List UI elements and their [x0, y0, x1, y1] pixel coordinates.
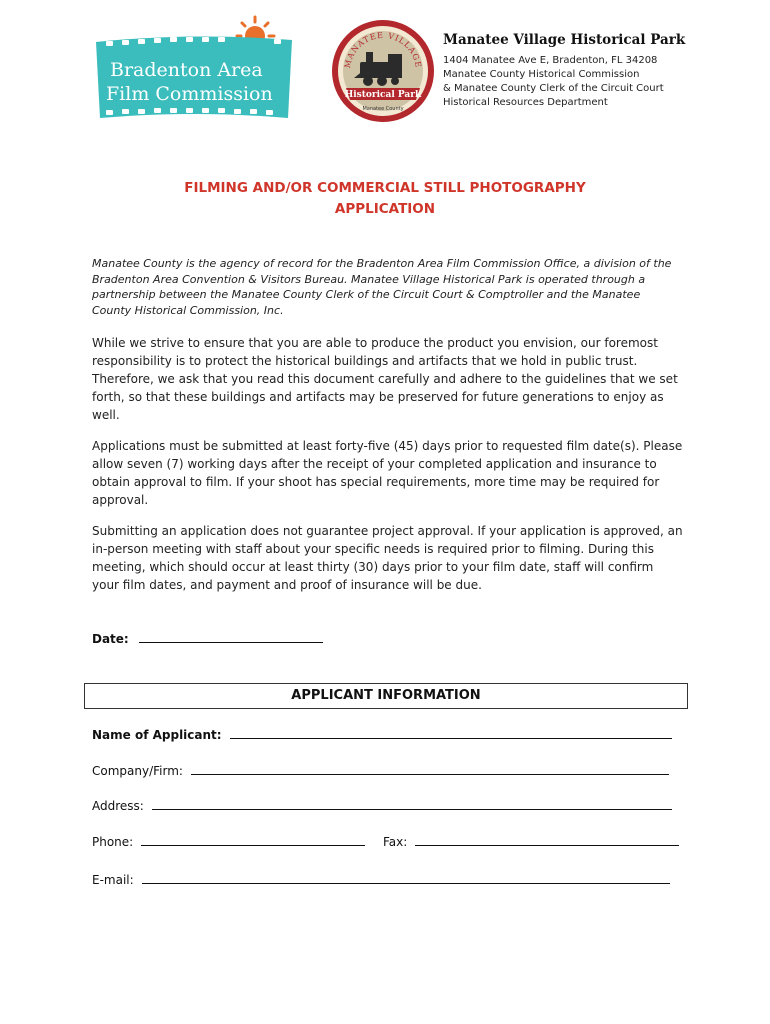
address-field: [92, 797, 672, 813]
svg-text:Historical Park: Historical Park: [344, 90, 422, 100]
applicant-name-label: Name of Applicant:: [92, 728, 222, 742]
address-blank-line[interactable]: [152, 797, 672, 810]
applicant-information-heading: APPLICANT INFORMATION: [84, 683, 688, 709]
document-title: [85, 178, 685, 220]
email-label: E-mail:: [92, 873, 134, 887]
organization-name: Manatee Village Historical Park: [443, 32, 686, 48]
fax-label: Fax:: [383, 835, 408, 849]
date-blank-line[interactable]: [139, 630, 323, 643]
body-paragraph: While we strive to ensure that you are able to produce the product you envision, our foremost responsibility is to protect the historical buildings and artifacts that we hold in public trust. Therefore, we ask that you read this document carefully and adhere to the guidelines that we set forth, so that these buildings and artifacts may be preserved for future generations to enjoy as well.: [92, 336, 678, 422]
email-blank-line[interactable]: [142, 871, 670, 884]
phone-label: Phone:: [92, 835, 134, 849]
svg-text:MANATEE VILLAGE: MANATEE VILLAGE: [342, 30, 423, 69]
title-line-1: FILMING AND/OR COMMERCIAL STILL PHOTOGRAPHY: [184, 180, 586, 196]
title-line-2: APPLICATION: [334, 201, 436, 217]
fax-blank-line[interactable]: [415, 833, 679, 846]
phone-blank-line[interactable]: [141, 833, 365, 846]
date-label: Date:: [92, 632, 129, 646]
fax-field: [383, 833, 679, 849]
email-field: [92, 871, 670, 887]
intro-paragraph: Manatee County is the agency of record for the Bradenton Area Film Commission Office, a division of the Bradenton Area Convention & Visitors Bureau. Manatee Village Historical Park is operated through a partnership between the Manatee County Clerk of the Circuit Court & Comptroller and the Manatee County Historical Commission, Inc.: [92, 257, 672, 317]
company-blank-line[interactable]: [191, 762, 669, 775]
phone-field: [92, 833, 365, 849]
bradenton-film-commission-logo: [92, 14, 302, 126]
svg-text:Bradenton Area: Bradenton Area: [110, 59, 263, 81]
address-line: 1404 Manatee Ave E, Bradenton, FL 34208: [443, 55, 658, 66]
address-line: & Manatee County Clerk of the Circuit Court: [443, 83, 664, 94]
address-line: Historical Resources Department: [443, 97, 608, 108]
svg-text:Film Commission: Film Commission: [106, 83, 273, 105]
organization-info: [443, 32, 763, 110]
applicant-name-blank-line[interactable]: [230, 726, 672, 739]
date-field: [92, 630, 323, 646]
body-paragraph: Submitting an application does not guarantee project approval. If your application is approved, an in-person meeting with staff about your specific needs is required prior to filming. During this meeting, which should occur at least thirty (30) days prior to your film date, staff will confirm your film dates, and payment and proof of insurance will be due.: [92, 524, 683, 592]
historical-park-seal-logo: [330, 18, 436, 124]
address-line: Manatee County Historical Commission: [443, 69, 640, 80]
address-label: Address:: [92, 799, 144, 813]
company-field: [92, 762, 669, 778]
svg-text:Manatee County: Manatee County: [362, 106, 404, 112]
applicant-name-field: [92, 726, 672, 742]
company-label: Company/Firm:: [92, 764, 183, 778]
body-paragraph: Applications must be submitted at least forty-five (45) days prior to requested film date(s). Please allow seven (7) working days after the receipt of your completed application and insurance to obtain approval to film. If your shoot has special requirements, more time may be required for approval.: [92, 439, 683, 507]
